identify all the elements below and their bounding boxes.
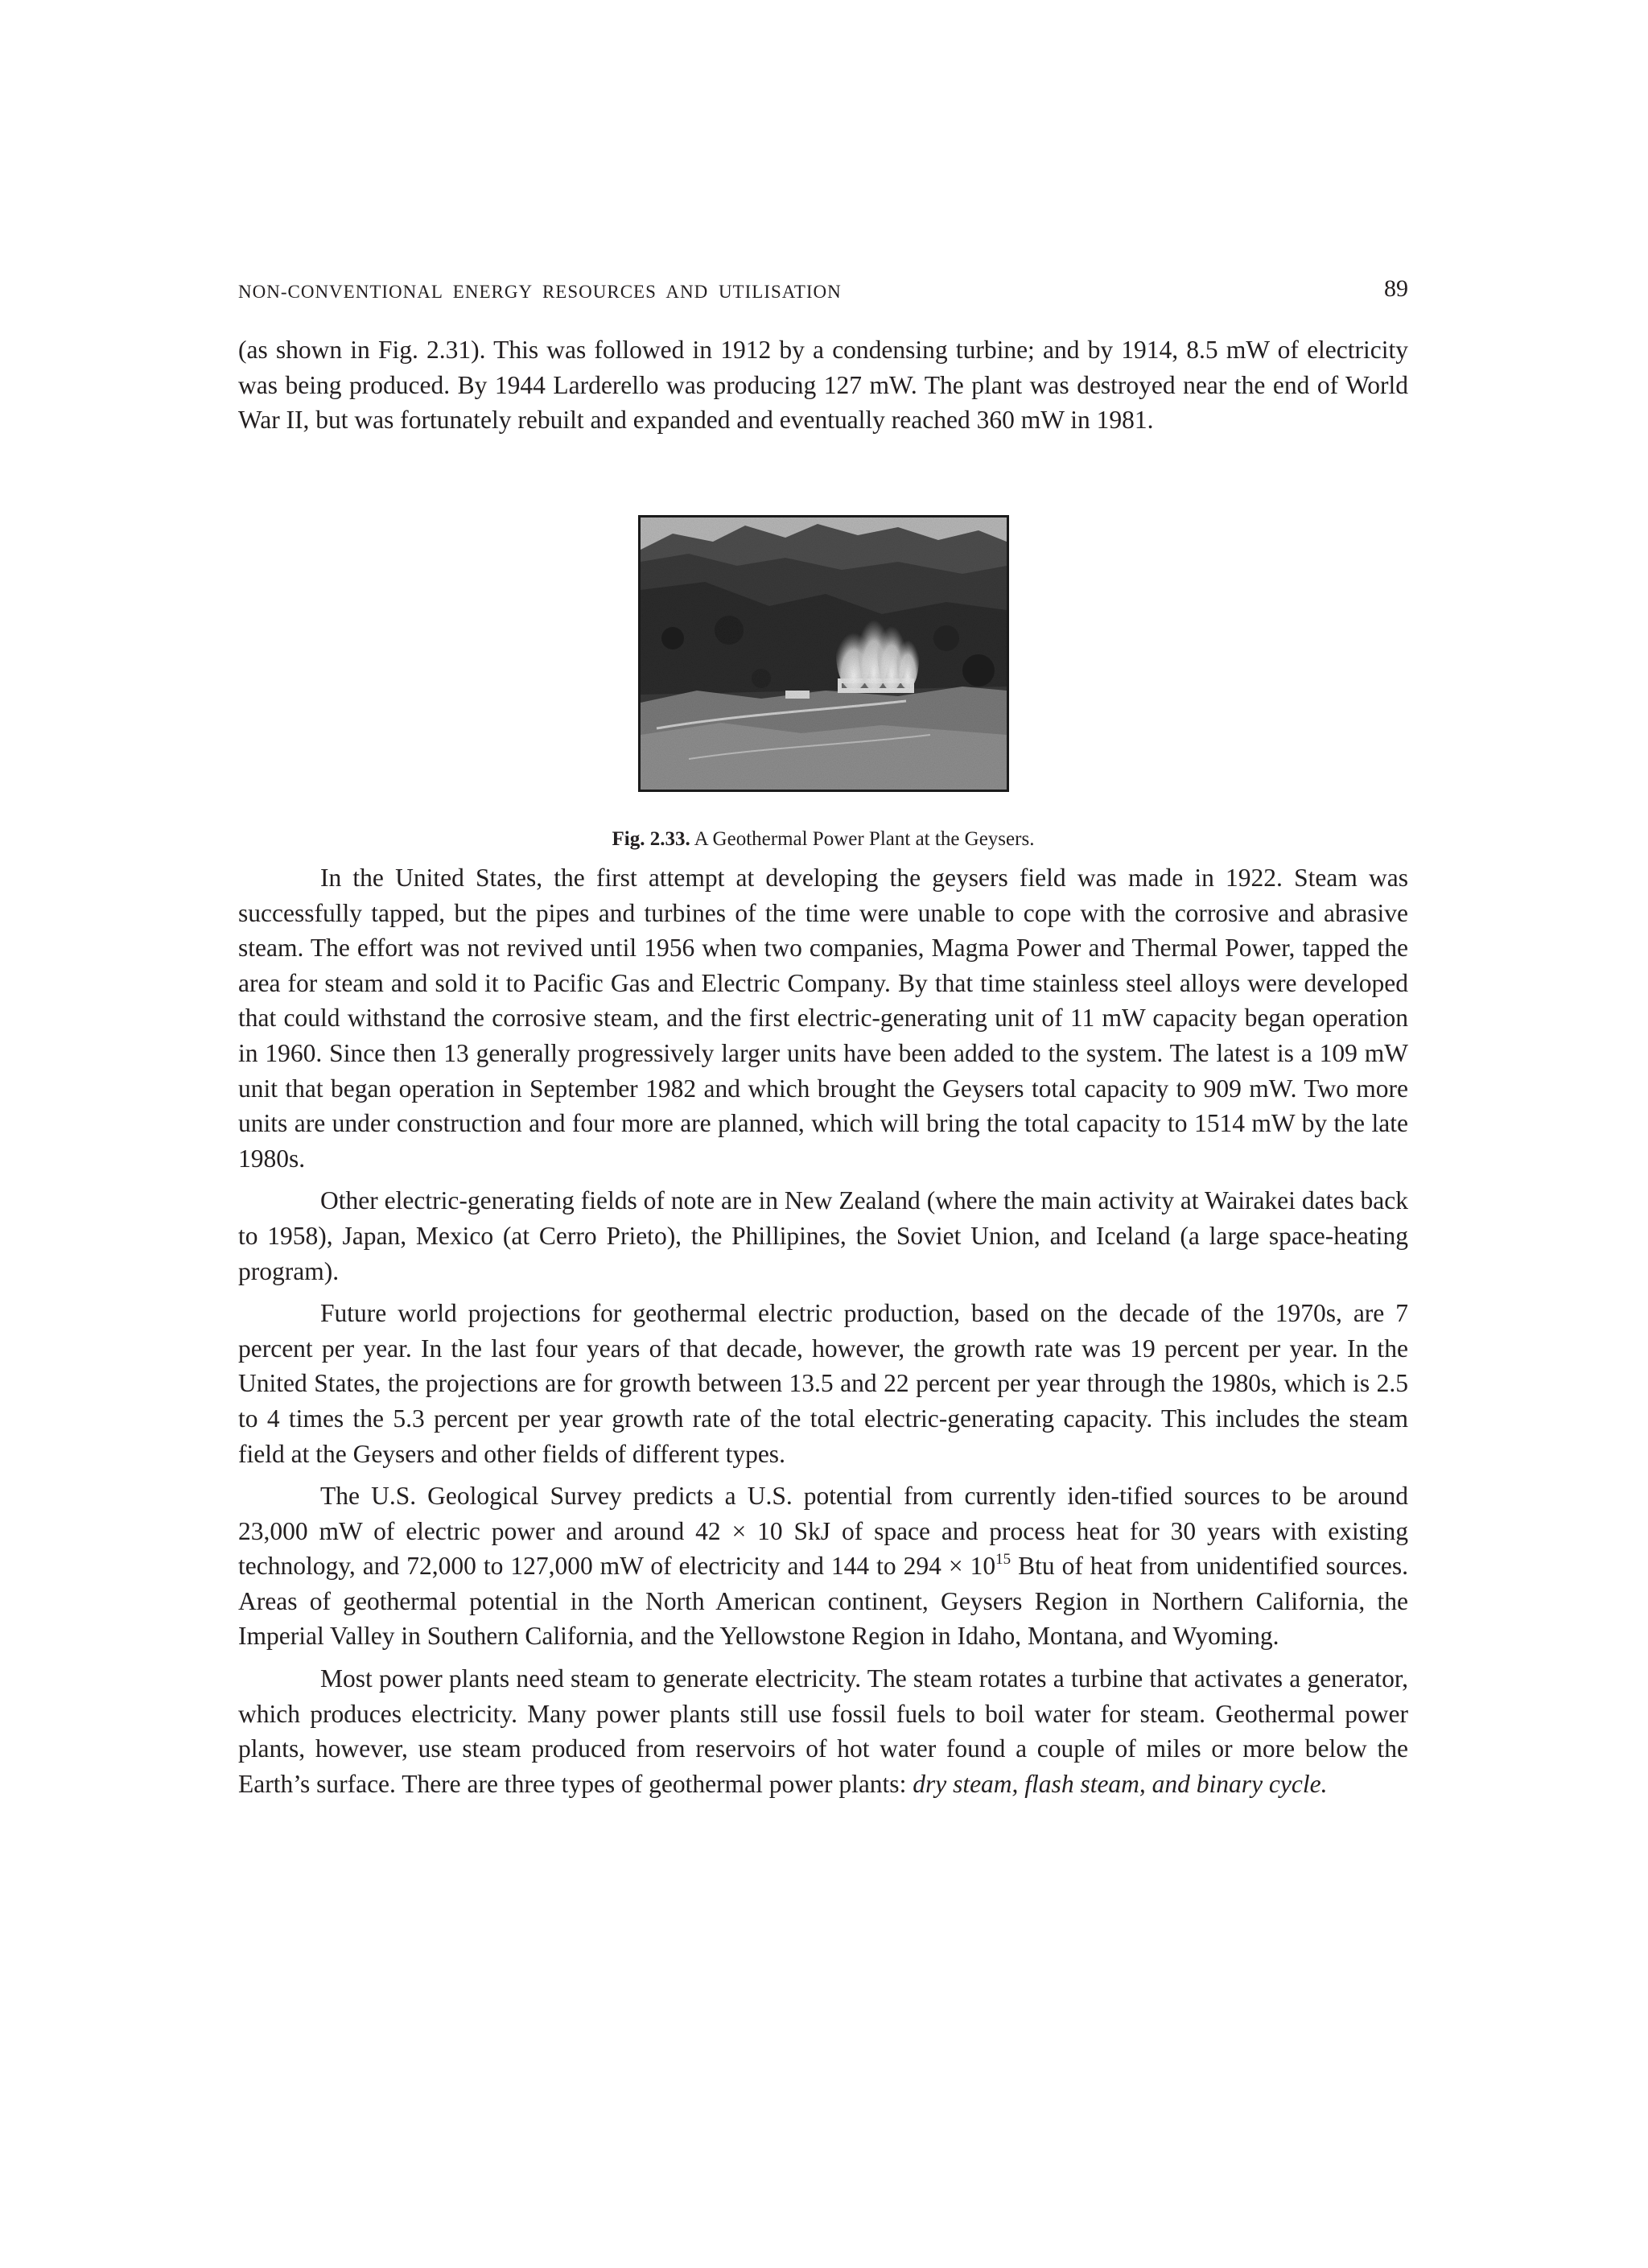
geothermal-plant-photo — [638, 515, 1009, 792]
paragraph-other-fields: Other electric-generating fields of note are in New Zealand (where the main activity at Wairakei dates back to 1958), Japan, Mexico (at Cerro Prieto), the Phillipines, the Soviet Union, and Iceland (a large space-heating program). — [238, 1186, 1408, 1285]
photo-illustration — [641, 518, 1007, 790]
paragraph-geysers-history: In the United States, the first attempt at developing the geysers field was made in 1922. Steam was successfully tapped, but the pipes and turbines of the time were unable to cope with the corrosive and abrasive steam. The effort was not revived until 1956 when two companies, Magma Power and Thermal Power, tapped the area for steam and sold it to Pacific Gas and Electric Company. By that time stainless steel alloys were developed that could withstand the corrosive steam, and the first electric-generating unit of 11 mW capacity began operation in 1960. Since then 13 generally progressively larger units have been added to the system. The latest is a 109 mW unit that began operation in September 1982 and which brought the Geysers total capacity to 909 mW. Two more units are under construction and four more are planned, which will bring the total capacity to 1514 mW by the late 1980s. — [238, 864, 1408, 1173]
figure-label: Fig. 2.33. — [612, 828, 690, 850]
intro-paragraph: (as shown in Fig. 2.31). This was followed in 1912 by a condensing turbine; and by 1914, 8.5 mW of electricity was being produced. By 1944 Larderello was producing 127 mW. The plant was destroyed near the end of World War II, but was fortunately rebuilt and expanded and eventually reached 360 mW in 1981. — [238, 336, 1408, 435]
running-head: NON-CONVENTIONAL ENERGY RESOURCES AND UTILISATION — [238, 282, 842, 302]
paragraph-power-plant-types — [238, 1661, 1408, 1801]
figure-caption-text: A Geothermal Power Plant at the Geysers. — [694, 828, 1035, 850]
usgs-text-part2: Btu of heat from unidentified sources. Areas of geothermal potential in the North American continent, Geysers Region in Northern California, the Imperial Valley in Southern California, and the Yellowstone Region in Idaho, Montana, and Wyoming. — [238, 1552, 1408, 1651]
plant-types-text: Most power plants need steam to generate electricity. The steam rotates a turbine that activates a generator, which produces electricity. Many power plants still use fossil fuels to boil water for steam. Geothermal power plants, however, use steam produced from reservoirs of hot water found a couple of miles or more below the Earth’s surface. There are three types of geothermal power plants: — [238, 1664, 1408, 1798]
intro-text-block — [238, 332, 1408, 438]
paragraph-usgs-potential — [238, 1478, 1408, 1654]
plant-types-italic: dry steam, flash steam, and binary cycle. — [913, 1769, 1328, 1798]
main-text-block — [238, 860, 1408, 1808]
usgs-text-part1: The U.S. Geological Survey predicts a U.S. potential from currently iden-tified sources to be around 23,000 mW of electric power and around 42 × 10 SkJ of space and process heat for 30 years with existing technology, and 72,000 to 127,000 mW of electricity and 144 to 294 × 10 — [238, 1482, 1408, 1581]
page-number: 89 — [1384, 275, 1408, 302]
usgs-exponent: 15 — [995, 1551, 1011, 1569]
figure-caption — [238, 826, 1408, 853]
page-header — [238, 275, 1408, 307]
paragraph-projections: Future world projections for geothermal electric production, based on the decade of the 1970s, are 7 percent per year. In the last four years of that decade, however, the growth rate was 19 percent per year. In the United States, the projections are for growth between 13.5 and 22 percent per year through the 1980s, which is 2.5 to 4 times the 5.3 percent per year growth rate of the total electric-generating capacity. This includes the steam field at the Geysers and other fields of different types. — [238, 1299, 1408, 1468]
